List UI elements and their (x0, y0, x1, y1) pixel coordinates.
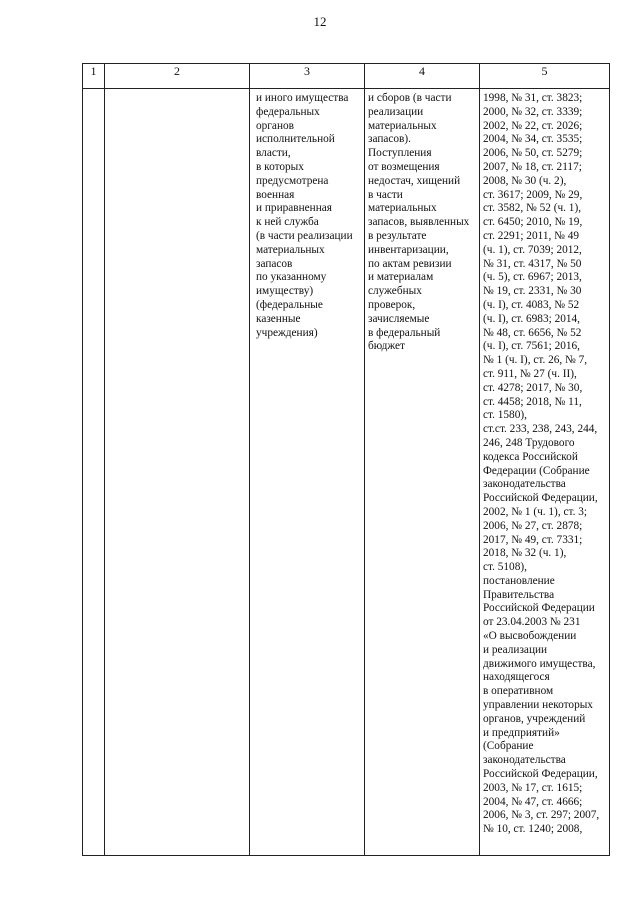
column-header-1: 1 (83, 64, 105, 89)
cell-col-3-text: и иного имущества федеральных органов исполнительной власти, в которых предусмотрена военная и приравненная к ней служба (в части реализации материальных запасов по указанному имуществу) (федеральные казенные учреждения) (256, 92, 353, 339)
table-row (83, 89, 610, 856)
cell-col-1 (83, 89, 105, 856)
column-header-2: 2 (105, 64, 250, 89)
cell-col-2 (105, 89, 250, 856)
column-header-5: 5 (480, 64, 610, 89)
page-number: 12 (313, 14, 327, 29)
document-table (82, 63, 610, 856)
cell-col-4-text: и сборов (в части реализации материальных запасов). Поступления от возмещения недостач, хищений в части материальных запасов, выявленных в результате инвентаризации, по актам ревизии и материалам служебных проверок, зачисляемые в федеральный бюджет (368, 92, 470, 353)
cell-col-5-text: 1998, № 31, ст. 3823; 2000, № 32, ст. 3339; 2002, № 22, ст. 2026; 2004, № 34, ст. 3535; 2006, № 50, ст. 5279; 2007, № 18, ст. 2117; 2008, № 30 (ч. 2), ст. 3617; 2009, № 29, ст. 3582, № 52 (ч. 1), ст. 6450; 2010, № 19, ст. 2291; 2011, № 49 (ч. 1), ст. 7039; 2012, № 31, ст. 4317, № 50 (ч. 5), ст. 6967; 2013, № 19, ст. 2331, № 30 (ч. I), ст. 4083, № 52 (ч. I), ст. 6983; 2014, № 48, ст. 6656, № 52 (ч. I), ст. 7561; 2016, № 1 (ч. I), ст. 26, № 7, ст. 911, № 27 (ч. II), ст. 4278; 2017, № 30, ст. 4458; 2018, № 11, ст. 1580), ст.ст. 233, 238, 243, 244, 246, 248 Трудового кодекса Российской Федерации (Собрание законодательства Российской Федерации, 2002, № 1 (ч. 1), ст. 3; 2006, № 27, ст. 2878; 2017, № 49, ст. 7331; 2018, № 32 (ч. 1), ст. 5108), постановление Правительства Российской Федерации от 23.04.2003 № 231 «О высвобождении и реализации движимого имущества, находящегося в оперативном управлении некоторых органов, учреждений и предприятий» (Собрание законодательства Российской Федерации, 2003, № 17, ст. 1615; 2004, № 47, ст. 4666; 2006, № 3, ст. 297; 2007, № 10, ст. 1240; 2008, (483, 92, 600, 836)
table-header-row (83, 64, 610, 89)
cell-col-5 (480, 89, 610, 856)
cell-col-2-text (105, 89, 249, 92)
column-header-4: 4 (365, 64, 480, 89)
column-header-3: 3 (250, 64, 365, 89)
cell-col-1-text (83, 89, 104, 92)
cell-col-3 (250, 89, 365, 856)
cell-col-4 (365, 89, 480, 856)
